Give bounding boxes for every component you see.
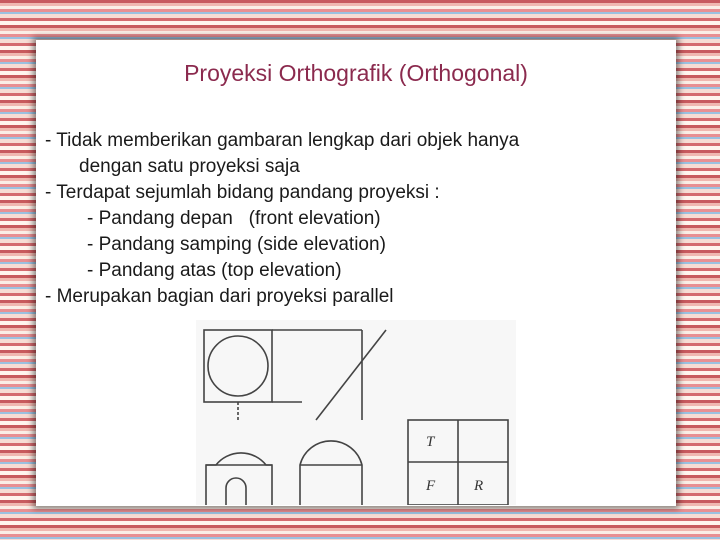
slide-panel — [36, 40, 676, 506]
bullet-line-5: - Pandang samping (side elevation) — [87, 234, 386, 255]
orthographic-projection-figure — [196, 320, 516, 505]
slide-title: Proyeksi Orthografik (Orthogonal) — [184, 60, 528, 86]
plane-label-front: F — [426, 478, 436, 494]
bullet-line-4: - Pandang depan (front elevation) — [87, 208, 381, 229]
plane-label-top: T — [426, 434, 435, 450]
plane-label-right: R — [474, 478, 484, 494]
bullet-line-7: - Merupakan bagian dari proyeksi parallel — [45, 286, 394, 307]
bullet-line-2: dengan satu proyeksi saja — [79, 156, 300, 177]
bullet-line-6: - Pandang atas (top elevation) — [87, 260, 342, 281]
bullet-list — [45, 128, 519, 310]
bullet-line-1: - Tidak memberikan gambaran lengkap dari objek hanya — [45, 130, 520, 151]
bullet-line-3: - Terdapat sejumlah bidang pandang proyeksi : — [45, 182, 440, 203]
